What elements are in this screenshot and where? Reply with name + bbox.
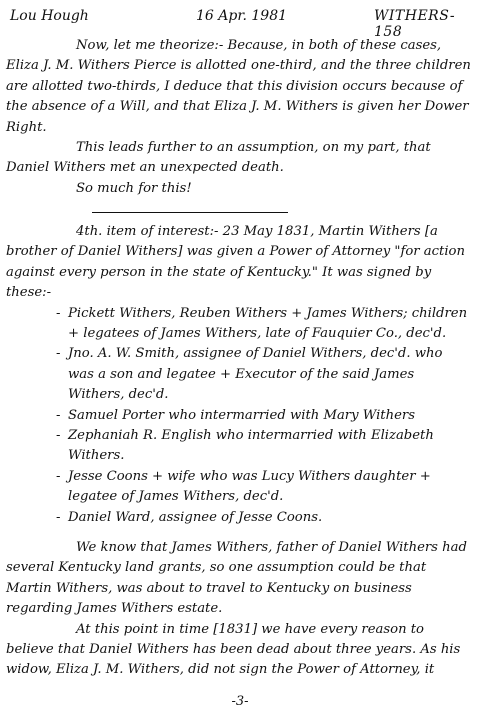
timeline-paragraph: At this point in time [1831] we have every reason to believe that Daniel Withers has been dead about three years. As his widow, Eliza J. M. Withers, did not sign the Power of Attorney, it [6, 621, 461, 678]
power-of-attorney-paragraph: 4th. item of interest:- 23 May 1831, Martin Withers [a brother of Daniel Withers] was given a Power of Attorney "for action against every person in the state of Kentucky." It was signed by these:- [6, 224, 465, 301]
page-number: -3- [231, 694, 249, 709]
signer-item: - Daniel Ward, assignee of Jesse Coons. [6, 508, 472, 528]
assumption-paragraph: This leads further to an assumption, on my part, that Daniel Withers met an unexpected death. [6, 140, 431, 176]
section-divider [92, 212, 288, 213]
signer-item: - Zephaniah R. English who intermarried with Elizabeth Withers. [6, 426, 472, 467]
author-name: Lou Hough [10, 8, 89, 24]
theory-paragraph: Now, let me theorize:- Because, in both of these cases, Eliza J. M. Withers Pierce is allotted one-third, and the three children are allotted two-thirds, I deduce that this division occurs because of the absence of a Will, and that Eliza J. M. Withers is given her Dower Right. [6, 38, 471, 135]
reference-code: WITHERS-158 [374, 8, 456, 40]
signer-item: - Samuel Porter who intermarried with Mary Withers [6, 406, 472, 426]
conclusion-section [6, 538, 472, 681]
land-grants-paragraph: We know that James Withers, father of Daniel Withers had several Kentucky land grants, so one assumption could be that Martin Withers, was about to travel to Kentucky on business regarding James Withers estate. [6, 540, 467, 617]
signers-list [6, 304, 472, 528]
signer-item: - Jesse Coons + wife who was Lucy Withers daughter + legatee of James Withers, dec'd. [6, 467, 472, 508]
closing-remark: So much for this! [76, 180, 192, 196]
signer-item: - Pickett Withers, Reuben Withers + James Withers; children + legatees of James Withers, late of Fauquier Co., dec'd. [6, 304, 472, 345]
item-of-interest-section [6, 222, 472, 528]
theory-section [6, 36, 472, 199]
signer-item: - Jno. A. W. Smith, assignee of Daniel Withers, dec'd. who was a son and legatee + Executor of the said James Withers, dec'd. [6, 344, 472, 405]
letter-date: 16 Apr. 1981 [196, 8, 288, 24]
